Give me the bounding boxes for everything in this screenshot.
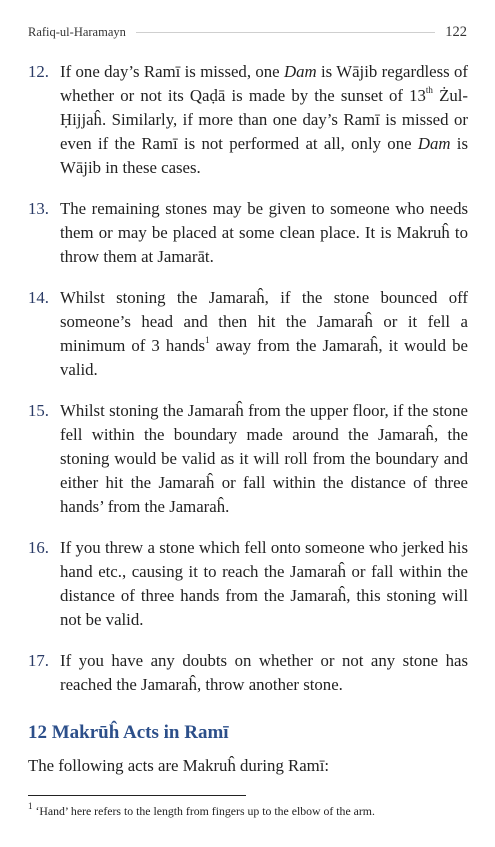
text-run: Whilst stoning the Jamaraĥ, if the stone bounced off someone’s head and then hit the Jamaraĥ or it fell a minimum of 3 hands (60, 288, 468, 355)
item-number: 15. (28, 401, 49, 420)
list-item (28, 197, 468, 269)
rule-list (28, 60, 468, 714)
text-run: Żul-Ḥijjaĥ. Similarly, if more than one day’s Ramī is missed or even if the Ramī is not performed at all, only one (60, 86, 468, 153)
item-text (60, 197, 468, 269)
superscript: 1 (205, 335, 210, 346)
running-title: Rafiq-ul-Haramayn (28, 24, 126, 39)
item-text (60, 399, 468, 519)
footnote-marker: 1 (28, 801, 33, 812)
text-run: If you have any doubts on whether or not any stone has reached the Jamaraĥ, throw another stone. (60, 651, 468, 694)
item-number: 17. (28, 651, 49, 670)
footnote (28, 803, 375, 819)
list-item (28, 536, 468, 632)
text-run: The remaining stones may be given to someone who needs them or may be placed at some clean place. It is Makruĥ to throw them at Jamarāt. (60, 199, 468, 266)
list-item (28, 60, 468, 180)
text-run: is Wājib in these cases. (60, 134, 469, 177)
text-run: is Wājib regardless of whether or not its Qaḍā is made by the sunset of 13 (60, 62, 468, 105)
footnote-text: ‘Hand’ here refers to the length from fingers up to the elbow of the arm. (32, 804, 375, 818)
list-item (28, 399, 468, 519)
text-run: Whilst stoning the Jamaraĥ from the upper floor, if the stone fell within the boundary made around the Jamaraĥ, the stoning would be valid as it will roll from the boundary and either hit the Jamaraĥ or fall within the distance of three hands’ from the Jamaraĥ. (60, 401, 468, 516)
item-text (60, 536, 468, 632)
section-heading: 12 Makrūĥ Acts in Ramī (28, 722, 229, 743)
footnote-rule (28, 795, 246, 796)
list-item (28, 649, 468, 697)
list-item (28, 286, 468, 382)
text-run: If you threw a stone which fell onto someone who jerked his hand etc., causing it to reach the Jamaraĥ or fall within the distance of three hands from the Jamaraĥ, this stoning will not be valid. (60, 538, 468, 629)
text-run: If one day’s Ramī is missed, one (60, 62, 284, 81)
item-number: 16. (28, 538, 49, 557)
item-number: 12. (28, 62, 49, 81)
text-run: away from the Jamaraĥ, it would be valid. (60, 336, 468, 379)
item-number: 13. (28, 199, 49, 218)
section-intro: The following acts are Makruĥ during Ramī: (28, 756, 330, 775)
page-number: 122 (445, 23, 467, 40)
header-rule (136, 32, 435, 33)
item-text (60, 60, 468, 180)
item-text (60, 649, 468, 697)
italic-term: Dam (417, 134, 451, 153)
item-number: 14. (28, 288, 49, 307)
superscript: th (425, 85, 433, 96)
italic-term: Dam (283, 62, 317, 81)
page-header (28, 22, 467, 42)
item-text (60, 286, 468, 382)
